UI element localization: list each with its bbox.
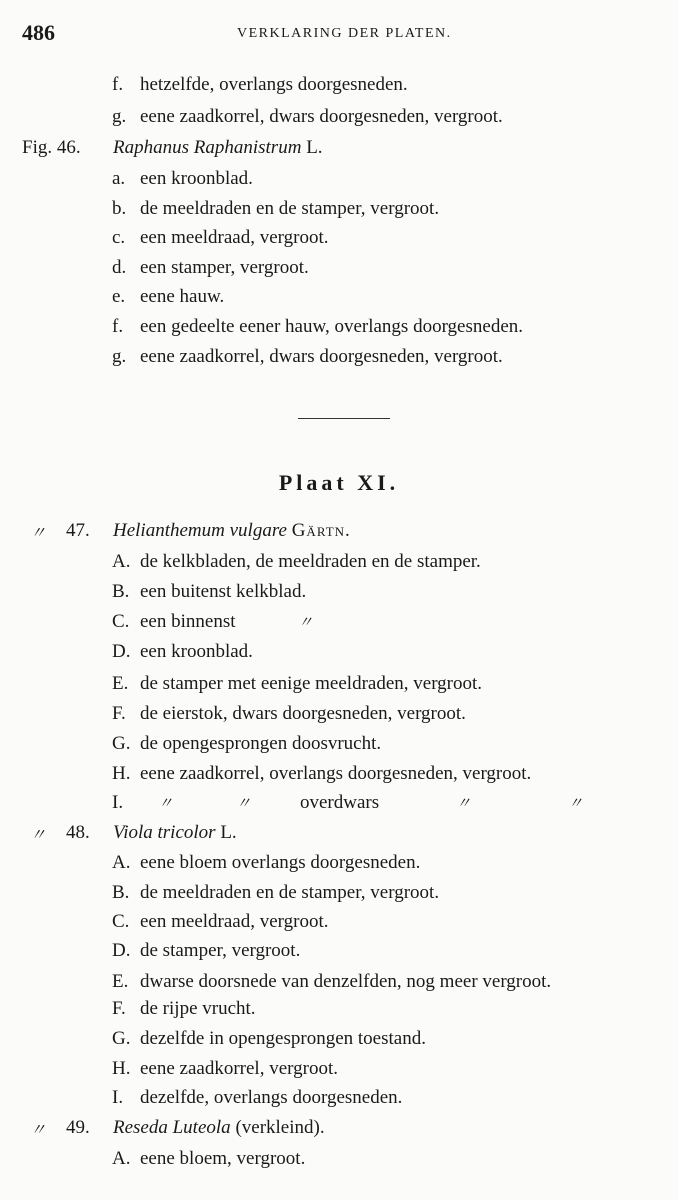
item-letter: b. (112, 198, 127, 219)
item-letter: g. (112, 106, 127, 127)
item-text: dezelfde, overlangs doorgesneden. (140, 1087, 403, 1108)
item-text: eene zaadkorrel, dwars doorgesneden, vergroot. (140, 106, 503, 127)
species-author: Gärtn. (291, 520, 351, 541)
item-text: eene zaadkorrel, dwars doorgesneden, vergroot. (140, 346, 503, 367)
item-text: een kroonblad. (140, 641, 253, 662)
list-item (0, 74, 678, 102)
item-letter: c. (112, 227, 126, 248)
item-text: de rijpe vrucht. (140, 998, 256, 1019)
item-text: eene zaadkorrel, vergroot. (140, 1058, 338, 1079)
item-letter: f. (112, 74, 124, 95)
item-text: een buitenst kelkblad. (140, 581, 307, 602)
page-header (22, 20, 656, 50)
figure-heading (0, 1117, 678, 1145)
species-author: (verkleind). (235, 1117, 325, 1138)
item-text: eene zaadkorrel, overlangs doorgesneden, vergroot. (140, 763, 532, 784)
list-item (0, 168, 678, 196)
item-letter: B. (112, 882, 130, 903)
item-text: eene bloem overlangs doorgesneden. (140, 852, 421, 873)
ditto-mark: 〃 (298, 615, 314, 631)
list-item (0, 551, 678, 579)
item-text: een meeldraad, vergroot. (140, 911, 329, 932)
list-item (0, 641, 678, 669)
item-text: de eierstok, dwars doorgesneden, vergroot. (140, 703, 466, 724)
item-letter: A. (112, 1148, 131, 1169)
item-letter: G. (112, 1028, 131, 1049)
item-letter: A. (112, 551, 131, 572)
item-letter: H. (112, 763, 131, 784)
item-letter: E. (112, 673, 129, 694)
list-item (0, 673, 678, 701)
species-name: Reseda Luteola (113, 1117, 231, 1138)
list-item (0, 733, 678, 761)
species-name: Viola tricolor (113, 822, 216, 843)
list-item (0, 257, 678, 285)
item-letter: B. (112, 581, 130, 602)
item-text: dwarse doorsnede van denzelfden, nog meer vergroot. (140, 971, 552, 992)
running-head: VERKLARING DER PLATEN. (237, 26, 452, 41)
item-letter: C. (112, 611, 130, 632)
item-letter: I. (112, 1087, 124, 1108)
item-letter: D. (112, 641, 131, 662)
list-item (0, 1058, 678, 1086)
item-letter: g. (112, 346, 127, 367)
species-name: Raphanus Raphanistrum (113, 137, 302, 158)
item-text: de kelkbladen, de meeldraden en de stamper. (140, 551, 481, 572)
item-text: een kroonblad. (140, 168, 253, 189)
ditto-mark: 〃 (236, 796, 252, 812)
species-author: L. (220, 822, 237, 843)
item-letter: d. (112, 257, 127, 278)
list-item (0, 971, 678, 999)
list-item (0, 940, 678, 968)
list-item (0, 911, 678, 939)
list-item (0, 998, 678, 1026)
ditto-mark: 〃 (158, 796, 174, 812)
list-item (0, 852, 678, 880)
item-letter: e. (112, 286, 126, 307)
item-letter: I. (112, 792, 124, 813)
item-text: dezelfde in opengesprongen toestand. (140, 1028, 426, 1049)
page-number: 486 (22, 20, 55, 45)
item-letter: C. (112, 911, 130, 932)
item-letter: G. (112, 733, 131, 754)
ditto-mark: 〃 (30, 525, 47, 542)
item-text: een meeldraad, vergroot. (140, 227, 329, 248)
item-text: eene bloem, vergroot. (140, 1148, 306, 1169)
list-item (0, 346, 678, 374)
species-author: L. (306, 137, 323, 158)
item-text: de stamper met eenige meeldraden, vergroot. (140, 673, 483, 694)
species-name: Helianthemum vulgare (113, 520, 287, 541)
list-item (0, 106, 678, 134)
figure-heading (0, 520, 678, 548)
figure-heading (0, 822, 678, 850)
section-divider (298, 418, 390, 419)
list-item (0, 198, 678, 226)
list-item (0, 581, 678, 609)
list-item (0, 1087, 678, 1115)
list-item (0, 1028, 678, 1056)
list-item (0, 792, 678, 820)
ditto-mark: 〃 (30, 1122, 47, 1139)
ditto-mark: 〃 (568, 796, 584, 812)
figure-number: 49. (66, 1117, 90, 1138)
list-item (0, 882, 678, 910)
item-letter: F. (112, 703, 126, 724)
figure-number: 47. (66, 520, 90, 541)
item-text: hetzelfde, overlangs doorgesneden. (140, 74, 408, 95)
item-letter: E. (112, 971, 129, 992)
figure-label: Fig. 46. (22, 137, 81, 158)
list-item (0, 316, 678, 344)
list-item (0, 1148, 678, 1176)
item-letter: A. (112, 852, 131, 873)
list-item (0, 703, 678, 731)
item-text: een stamper, vergroot. (140, 257, 309, 278)
item-text: de stamper, vergroot. (140, 940, 301, 961)
item-text: de opengesprongen doosvrucht. (140, 733, 382, 754)
item-letter: H. (112, 1058, 131, 1079)
plate-title: Plaat XI. (278, 470, 400, 495)
item-text: een binnenst (140, 611, 236, 632)
item-letter: F. (112, 998, 126, 1019)
item-text: de meeldraden en de stamper, vergroot. (140, 198, 440, 219)
item-text: de meeldraden en de stamper, vergroot. (140, 882, 440, 903)
list-item (0, 227, 678, 255)
item-letter: D. (112, 940, 131, 961)
list-item (0, 611, 678, 639)
list-item (0, 763, 678, 791)
item-text: een gedeelte eener hauw, overlangs doorgesneden. (140, 316, 523, 337)
figure-number: 48. (66, 822, 90, 843)
item-letter: f. (112, 316, 124, 337)
ditto-mark: 〃 (456, 796, 472, 812)
item-text: eene hauw. (140, 286, 225, 307)
item-letter: a. (112, 168, 126, 189)
item-text: overdwars (300, 792, 380, 813)
ditto-mark: 〃 (30, 827, 47, 844)
figure-heading (0, 137, 678, 165)
list-item (0, 286, 678, 314)
